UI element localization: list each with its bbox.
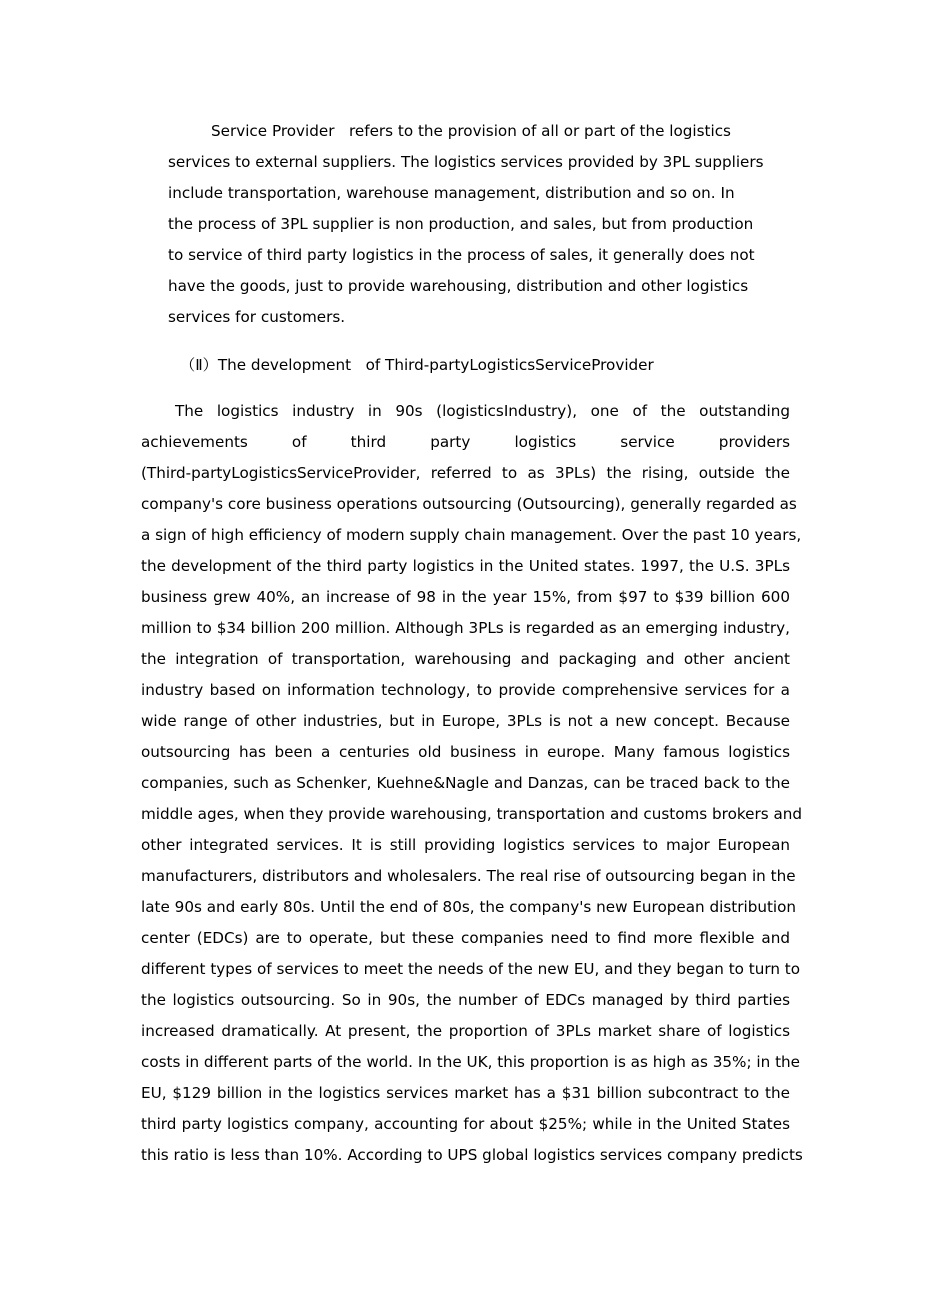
text-line: this ratio is less than 10%. According to UPS global logistics services company predicts <box>141 1146 803 1164</box>
text-line: the process of 3PL supplier is non production, and sales, but from production <box>168 215 754 233</box>
text-line: (Third-partyLogisticsServiceProvider, referred to as 3PLs) the rising, outside the <box>141 464 790 482</box>
text-line: have the goods, just to provide warehousing, distribution and other logistics <box>168 277 749 295</box>
text-line: the logistics outsourcing. So in 90s, the number of EDCs managed by third parties <box>141 991 790 1009</box>
text-line: include transportation, warehouse management, distribution and so on. In <box>168 184 735 202</box>
text-line: middle ages, when they provide warehousing, transportation and customs brokers and <box>141 805 803 823</box>
text-line: industry based on information technology, to provide comprehensive services for a <box>141 681 790 699</box>
text-line: wide range of other industries, but in Europe, 3PLs is not a new concept. Because <box>141 712 790 730</box>
text-line: business grew 40%, an increase of 98 in the year 15%, from $97 to $39 billion 600 <box>141 588 790 606</box>
text-line: companies, such as Schenker, Kuehne&Nagle and Danzas, can be traced back to the <box>141 774 790 792</box>
text-line: Service Provider refers to the provision of all or part of the logistics <box>211 122 731 140</box>
text-line: EU, $129 billion in the logistics services market has a $31 billion subcontract to the <box>141 1084 790 1102</box>
text-line: the integration of transportation, warehousing and packaging and other ancient <box>141 650 790 668</box>
text-line: services to external suppliers. The logistics services provided by 3PL suppliers <box>168 153 764 171</box>
text-line: increased dramatically. At present, the proportion of 3PLs market share of logistics <box>141 1022 790 1040</box>
text-line: to service of third party logistics in the process of sales, it generally does not <box>168 246 755 264</box>
text-line: The logistics industry in 90s (logisticsIndustry), one of the outstanding <box>175 402 790 420</box>
text-line: services for customers. <box>168 308 346 326</box>
text-line: different types of services to meet the needs of the new EU, and they began to turn to <box>141 960 801 978</box>
text-line: other integrated services. It is still providing logistics services to major European <box>141 836 790 854</box>
text-line: a sign of high efficiency of modern supply chain management. Over the past 10 years, <box>141 526 802 544</box>
text-line: million to $34 billion 200 million. Although 3PLs is regarded as an emerging industry, <box>141 619 790 637</box>
text-line: company's core business operations outsourcing (Outsourcing), generally regarded as <box>141 495 797 513</box>
text-line: late 90s and early 80s. Until the end of 80s, the company's new European distribution <box>141 898 797 916</box>
text-line: center (EDCs) are to operate, but these companies need to find more flexible and <box>141 929 790 947</box>
text-line: manufacturers, distributors and wholesalers. The real rise of outsourcing began in the <box>141 867 796 885</box>
text-line: costs in different parts of the world. In the UK, this proportion is as high as 35%; in the <box>141 1053 801 1071</box>
text-line: the development of the third party logistics in the United states. 1997, the U.S. 3PLs <box>141 557 790 575</box>
section-heading: （Ⅱ）The development of Third-partyLogisticsServiceProvider <box>180 356 654 374</box>
text-line: achievements of third party logistics service providers <box>141 433 790 451</box>
text-line: third party logistics company, accounting for about $25%; while in the United States <box>141 1115 790 1133</box>
text-line: outsourcing has been a centuries old business in europe. Many famous logistics <box>141 743 790 761</box>
